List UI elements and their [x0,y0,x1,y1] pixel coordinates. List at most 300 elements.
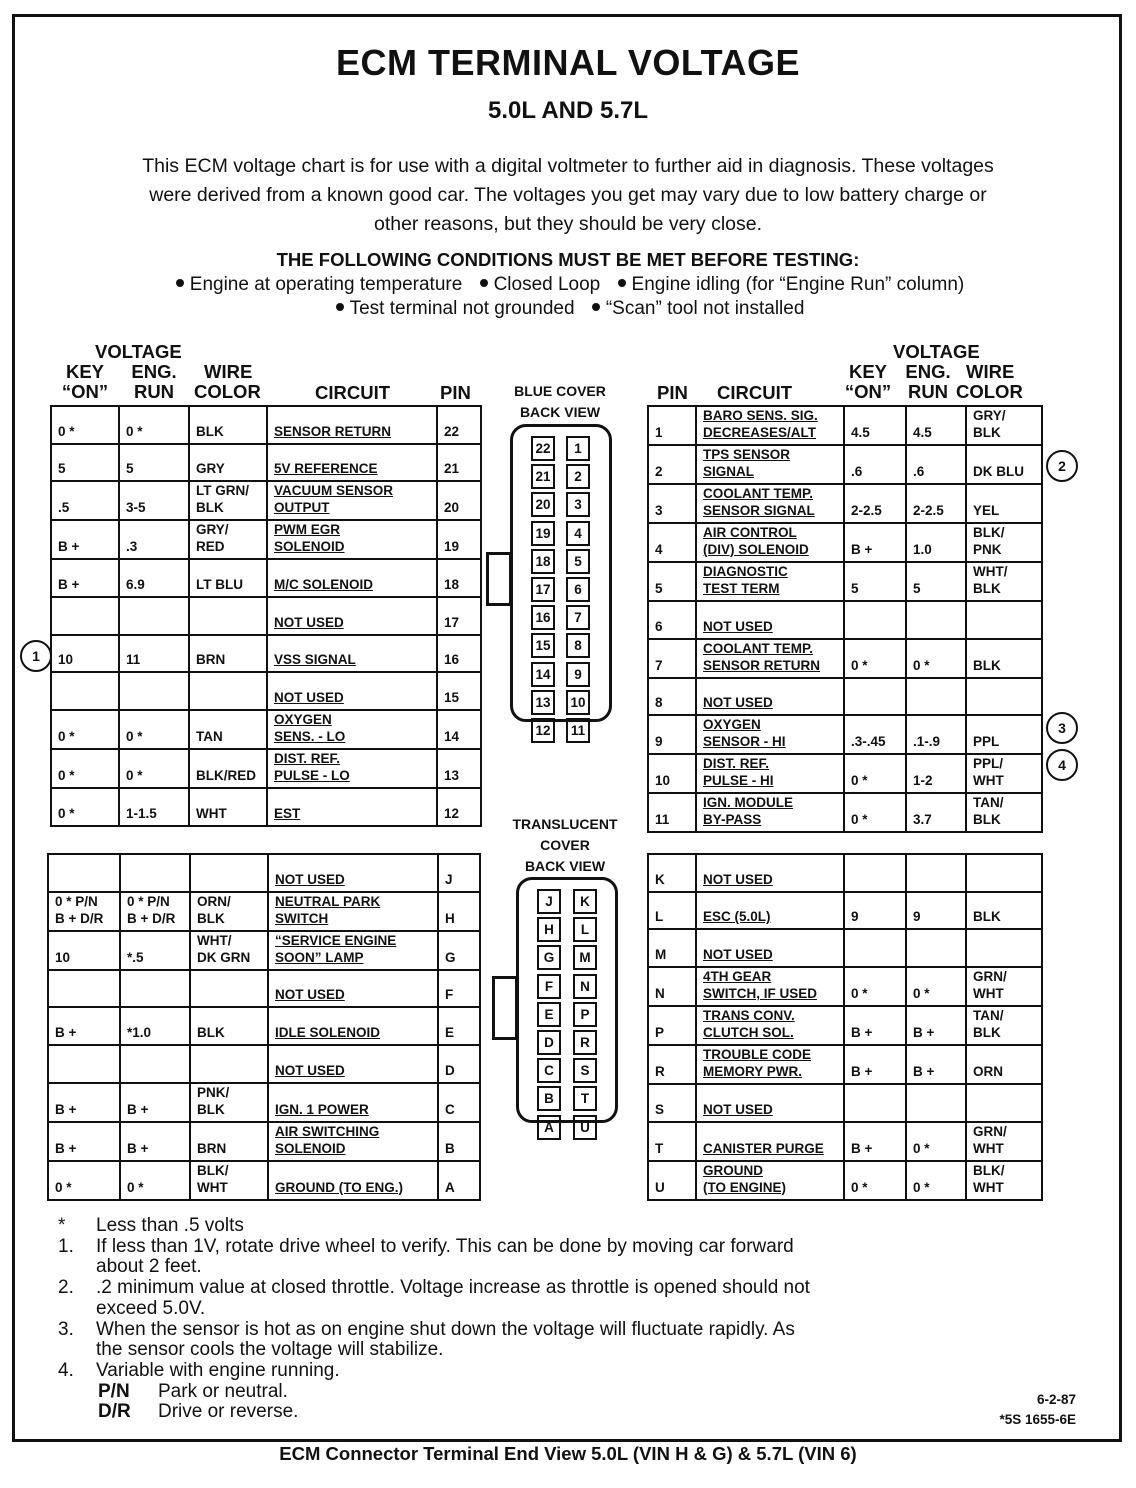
bullet-icon [592,303,600,311]
connector-pin: 8 [566,633,590,658]
pin: 14 [437,710,481,749]
condition-item: “Scan” tool not installed [605,298,805,319]
table-row [648,854,1042,892]
key-on-voltage: 0 * [51,749,119,788]
key-on-voltage: 5 [51,444,119,482]
key-on-voltage [48,1045,120,1083]
note: 1. If less than 1V, rotate drive wheel to verify. This can be done by moving car forward about 2 feet. [58,1235,794,1278]
wire-color [966,601,1042,639]
wire-color: LT BLU [189,559,267,597]
wire-color: GRY [189,444,267,482]
table-row [648,892,1042,930]
callout-1: 1 [20,640,52,672]
intro-line: were derived from a known good car. The voltages you get may vary due to low battery charge or [149,184,987,206]
intro-line: other reasons, but they should be very close. [373,213,763,235]
key-on-voltage: B + [51,559,119,597]
table-row [648,562,1042,601]
pin: 2 [648,445,696,484]
table-row [648,754,1042,793]
footnotes [58,1216,810,1423]
translucent-cover-title: TRANSLUCENT COVER BACK VIEW [512,816,618,874]
circuit: TRANS CONV. CLUTCH SOL. [696,1006,844,1045]
key-on-voltage: 10 [51,635,119,673]
key-on-voltage: 10 [48,931,120,970]
connector-pin: 16 [531,605,555,630]
engine-run-voltage: 2-2.5 [906,484,966,523]
engine-run-voltage: 11 [119,635,189,673]
note: 3. When the sensor is hot as on engine shut down the voltage will fluctuate rapidly. As the sensor cools the voltage will stabilize. [58,1318,795,1361]
pin: 1 [648,406,696,445]
translucent-connector-latch [492,976,518,1040]
translucent-left-table [47,853,481,1201]
circuit: VSS SIGNAL [267,635,437,673]
engine-run-voltage: 0 * [120,1161,190,1200]
pin: K [648,854,696,892]
pin: H [438,892,480,931]
circuit: EST [267,788,437,826]
key-on-voltage [51,672,119,710]
table-row [648,484,1042,523]
engine-run-voltage [906,1084,966,1122]
circuit: NOT USED [268,970,438,1008]
condition-item: Test terminal not grounded [349,298,575,319]
table-row [648,715,1042,754]
wire-color: BLK/RED [189,749,267,788]
pin: 5 [648,562,696,601]
wire-color: PNK/ BLK [190,1083,268,1122]
circuit: BARO SENS. SIG. DECREASES/ALT [696,406,844,445]
callout-4: 4 [1046,749,1078,781]
pin: G [438,931,480,970]
key-on-voltage: 0 * [844,639,906,678]
key-on-voltage [844,678,906,716]
connector-pin: B [537,1086,561,1111]
connector-pin: H [537,917,561,942]
key-on-voltage: 0 * [51,788,119,826]
connector-pin: E [537,1002,561,1027]
key-on-voltage: 0 * [844,967,906,1006]
wire-color: BLK [190,1007,268,1045]
wire-color [189,672,267,710]
engine-run-voltage [120,1045,190,1083]
pin: U [648,1161,696,1200]
connector-pin: 17 [531,577,555,602]
translucent-right-table [647,853,1043,1201]
table-row [51,788,481,826]
key-on-voltage: 4.5 [844,406,906,445]
connector-pin: 21 [531,464,555,489]
circuit: IGN. MODULE BY-PASS [696,793,844,832]
table-row [48,1045,480,1083]
table-row [51,481,481,520]
connector-pin: U [573,1115,597,1140]
translucent-connector-right-pins [573,889,597,1143]
wire-color: TAN/ BLK [966,793,1042,832]
pin: M [648,929,696,967]
connector-pin: 20 [531,492,555,517]
connector-pin: 7 [566,605,590,630]
pin: 16 [437,635,481,673]
pin: A [438,1161,480,1200]
left-pin-header: PIN [440,382,471,403]
pin: N [648,967,696,1006]
bullet-icon [480,279,488,287]
connector-pin: S [573,1058,597,1083]
pin: 9 [648,715,696,754]
pin: 18 [437,559,481,597]
circuit: NOT USED [696,929,844,967]
blue-connector-right-pins [566,436,590,746]
key-on-voltage: B + [844,1045,906,1084]
pin: 4 [648,523,696,562]
key-on-voltage: 0 * [51,710,119,749]
circuit: NEUTRAL PARK SWITCH [268,892,438,931]
left-eng-run-header: ENG. RUN [131,361,177,402]
engine-run-voltage [119,672,189,710]
blue-connector-latch [486,552,512,606]
wire-color: TAN/ BLK [966,1006,1042,1045]
engine-run-voltage: 3.7 [906,793,966,832]
circuit: NOT USED [268,1045,438,1083]
pin: L [648,892,696,930]
conditions-heading: THE FOLLOWING CONDITIONS MUST BE MET BEFORE TESTING: [276,249,860,270]
left-wire-color-header: WIRE COLOR [194,361,261,402]
wire-color: BRN [190,1122,268,1161]
circuit: DIAGNOSTIC TEST TERM [696,562,844,601]
connector-pin: 19 [531,521,555,546]
wire-color: BRN [189,635,267,673]
engine-run-voltage: 5 [119,444,189,482]
table-row [51,710,481,749]
engine-run-voltage [119,597,189,635]
connector-pin: K [573,889,597,914]
connector-pin: 2 [566,464,590,489]
wire-color: BLK [966,892,1042,930]
circuit: NOT USED [268,854,438,892]
wire-color: BLK [966,639,1042,678]
engine-run-voltage: 0 * [906,1161,966,1200]
table-row [48,1161,480,1200]
engine-run-voltage: *.5 [120,931,190,970]
engine-run-voltage [906,929,966,967]
connector-pin: R [573,1030,597,1055]
pin: S [648,1084,696,1122]
pin: 6 [648,601,696,639]
table-row [648,639,1042,678]
wire-color: BLK/ WHT [190,1161,268,1200]
table-row [648,793,1042,832]
table-row [648,445,1042,484]
connector-pin: L [573,917,597,942]
condition-item: Engine idling (for “Engine Run” column) [631,274,965,295]
wire-color: PPL [966,715,1042,754]
pin: 10 [648,754,696,793]
table-row [51,444,481,482]
table-row [648,1006,1042,1045]
circuit: 4TH GEAR SWITCH, IF USED [696,967,844,1006]
engine-run-voltage: 1.0 [906,523,966,562]
key-on-voltage: 0 * [51,406,119,444]
wire-color: DK BLU [966,445,1042,484]
table-row [51,635,481,673]
table-row [48,970,480,1008]
pin: J [438,854,480,892]
pin: 12 [437,788,481,826]
circuit: NOT USED [696,854,844,892]
table-row [648,678,1042,716]
right-key-on-header: KEY “ON” [844,361,892,402]
pin: R [648,1045,696,1084]
wire-color [190,970,268,1008]
wire-color: TAN [189,710,267,749]
pin: 22 [437,406,481,444]
circuit: M/C SOLENOID [267,559,437,597]
condition-item: Closed Loop [493,274,601,295]
key-on-voltage [844,854,906,892]
wire-color [966,678,1042,716]
table-row [648,1122,1042,1161]
table-row [48,931,480,970]
key-on-voltage: B + [844,1006,906,1045]
wire-color: GRY/ RED [189,520,267,559]
key-on-voltage [844,1084,906,1122]
key-on-voltage: 0 * [844,793,906,832]
circuit: AIR CONTROL (DIV) SOLENOID [696,523,844,562]
table-row [648,523,1042,562]
connector-pin: 9 [566,662,590,687]
circuit: AIR SWITCHING SOLENOID [268,1122,438,1161]
blue-connector-body [510,424,612,722]
table-row [48,854,480,892]
pin: F [438,970,480,1008]
wire-color [190,854,268,892]
right-pin-header: PIN [657,382,688,403]
circuit: 5V REFERENCE [267,444,437,482]
bullet-icon [336,303,344,311]
circuit: GROUND (TO ENG.) [268,1161,438,1200]
circuit: GROUND (TO ENGINE) [696,1161,844,1200]
engine-run-voltage: 0 * [119,406,189,444]
engine-run-voltage: 1-1.5 [119,788,189,826]
engine-run-voltage: B + [120,1122,190,1161]
translucent-connector-left-pins [537,889,561,1143]
document-date: 6-2-87 [1036,1392,1076,1407]
note: 2. .2 minimum value at closed throttle. Voltage increase as throttle is opened should not exceed 5.0V. [58,1277,810,1319]
key-on-voltage [51,597,119,635]
table-row [648,967,1042,1006]
pin: C [438,1083,480,1122]
table-row [51,597,481,635]
pin: 13 [437,749,481,788]
connector-pin: P [573,1002,597,1027]
wire-color: GRY/ BLK [966,406,1042,445]
wire-color: BLK/ WHT [966,1161,1042,1200]
intro-paragraph [70,152,1066,239]
key-on-voltage: B + [844,523,906,562]
circuit: COOLANT TEMP. SENSOR SIGNAL [696,484,844,523]
connector-pin: M [573,945,597,970]
wire-color: ORN [966,1045,1042,1084]
table-row [48,1007,480,1045]
callout-3: 3 [1046,712,1078,744]
key-on-voltage [48,970,120,1008]
connector-pin: C [537,1058,561,1083]
table-row [648,601,1042,639]
circuit: VACUUM SENSOR OUTPUT [267,481,437,520]
engine-run-voltage: 1-2 [906,754,966,793]
connector-pin: 4 [566,521,590,546]
circuit: SENSOR RETURN [267,406,437,444]
connector-pin: D [537,1030,561,1055]
engine-run-voltage: 5 [906,562,966,601]
circuit: NOT USED [696,601,844,639]
table-row [648,1084,1042,1122]
pin: 17 [437,597,481,635]
engine-run-voltage: 0 * [906,639,966,678]
circuit: PWM EGR SOLENOID [267,520,437,559]
engine-run-voltage: .6 [906,445,966,484]
right-eng-run-header: ENG. RUN [905,361,951,402]
circuit: DIST. REF. PULSE - LO [267,749,437,788]
connector-pin: 3 [566,492,590,517]
key-on-voltage: B + [48,1122,120,1161]
wire-color [190,1045,268,1083]
engine-run-voltage: B + [906,1006,966,1045]
connector-pin: 18 [531,549,555,574]
table-row [648,1045,1042,1084]
key-on-voltage: 2-2.5 [844,484,906,523]
circuit: ESC (5.0L) [696,892,844,930]
table-row [51,520,481,559]
wire-color [189,597,267,635]
wire-color: ORN/ BLK [190,892,268,931]
connector-pin: 6 [566,577,590,602]
engine-run-voltage [906,678,966,716]
connector-pin: 14 [531,662,555,687]
pin: 20 [437,481,481,520]
wire-color: WHT [189,788,267,826]
note: * Less than .5 volts [58,1215,244,1236]
engine-run-voltage [906,854,966,892]
key-on-voltage: 0 * [844,1161,906,1200]
wire-color: WHT/ DK GRN [190,931,268,970]
pin: D [438,1045,480,1083]
wire-color: PPL/ WHT [966,754,1042,793]
conditions-line-2 [0,298,1136,320]
connector-pin: 12 [531,718,555,743]
blue-connector-left-pins [531,436,555,746]
key-on-voltage [48,854,120,892]
circuit: DIST. REF. PULSE - HI [696,754,844,793]
connector-pin: G [537,945,561,970]
bullet-icon [176,279,184,287]
intro-line: This ECM voltage chart is for use with a digital voltmeter to further aid in diagnosis. These voltages [142,155,994,177]
left-circuit-header: CIRCUIT [315,382,391,403]
table-row [648,1161,1042,1200]
table-row [51,559,481,597]
abbreviation: D/R Drive or reverse. [98,1401,299,1423]
key-on-voltage: B + [51,520,119,559]
key-on-voltage: B + [844,1122,906,1161]
engine-run-voltage: .3 [119,520,189,559]
table-row [648,406,1042,445]
pin: P [648,1006,696,1045]
pin: 7 [648,639,696,678]
key-on-voltage: .5 [51,481,119,520]
blue-right-table [647,405,1043,833]
engine-run-voltage: 0 * [119,749,189,788]
pin: 11 [648,793,696,832]
pin: E [438,1007,480,1045]
page-subtitle: 5.0L AND 5.7L [487,97,649,124]
wire-color: BLK [189,406,267,444]
note: 4. Variable with engine running. [58,1359,340,1381]
pin: B [438,1122,480,1161]
engine-run-voltage: 0 * P/N B + D/R [120,892,190,931]
connector-pin: 10 [566,690,590,715]
circuit: NOT USED [696,678,844,716]
key-on-voltage: B + [48,1083,120,1122]
right-wire-color-header: WIRE COLOR [956,361,1023,402]
circuit: IGN. 1 POWER [268,1083,438,1122]
right-circuit-header: CIRCUIT [717,382,793,403]
table-row [48,1122,480,1161]
engine-run-voltage: 9 [906,892,966,930]
engine-run-voltage [120,970,190,1008]
engine-run-voltage: 3-5 [119,481,189,520]
engine-run-voltage: .1-.9 [906,715,966,754]
key-on-voltage: .3-.45 [844,715,906,754]
pin: 8 [648,678,696,716]
circuit: TPS SENSOR SIGNAL [696,445,844,484]
connector-pin: 15 [531,633,555,658]
engine-run-voltage: 0 * [906,967,966,1006]
pin: 21 [437,444,481,482]
engine-run-voltage: 6.9 [119,559,189,597]
connector-pin: 11 [566,718,590,743]
wire-color [966,854,1042,892]
page-title: ECM TERMINAL VOLTAGE [336,42,800,83]
key-on-voltage: 5 [844,562,906,601]
key-on-voltage [844,929,906,967]
document-id: *5S 1655-6E [999,1412,1076,1427]
table-row [648,929,1042,967]
circuit: OXYGEN SENS. - LO [267,710,437,749]
table-row [48,892,480,931]
left-key-on-header: KEY “ON” [61,361,109,402]
circuit: IDLE SOLENOID [268,1007,438,1045]
wire-color [966,1084,1042,1122]
wire-color: GRN/ WHT [966,1122,1042,1161]
key-on-voltage: 0 * [844,754,906,793]
engine-run-voltage: *1.0 [120,1007,190,1045]
table-row [51,749,481,788]
conditions-line-1 [0,274,1136,296]
circuit: TROUBLE CODE MEMORY PWR. [696,1045,844,1084]
wire-color: GRN/ WHT [966,967,1042,1006]
circuit: OXYGEN SENSOR - HI [696,715,844,754]
key-on-voltage: 0 * [48,1161,120,1200]
condition-item: Engine at operating temperature [189,274,463,295]
pin: 3 [648,484,696,523]
page-footer: ECM Connector Terminal End View 5.0L (VIN H & G) & 5.7L (VIN 6) [279,1443,857,1464]
circuit: NOT USED [267,672,437,710]
callout-2: 2 [1046,450,1078,482]
key-on-voltage: 0 * P/N B + D/R [48,892,120,931]
table-row [51,672,481,710]
connector-pin: A [537,1115,561,1140]
pin: T [648,1122,696,1161]
